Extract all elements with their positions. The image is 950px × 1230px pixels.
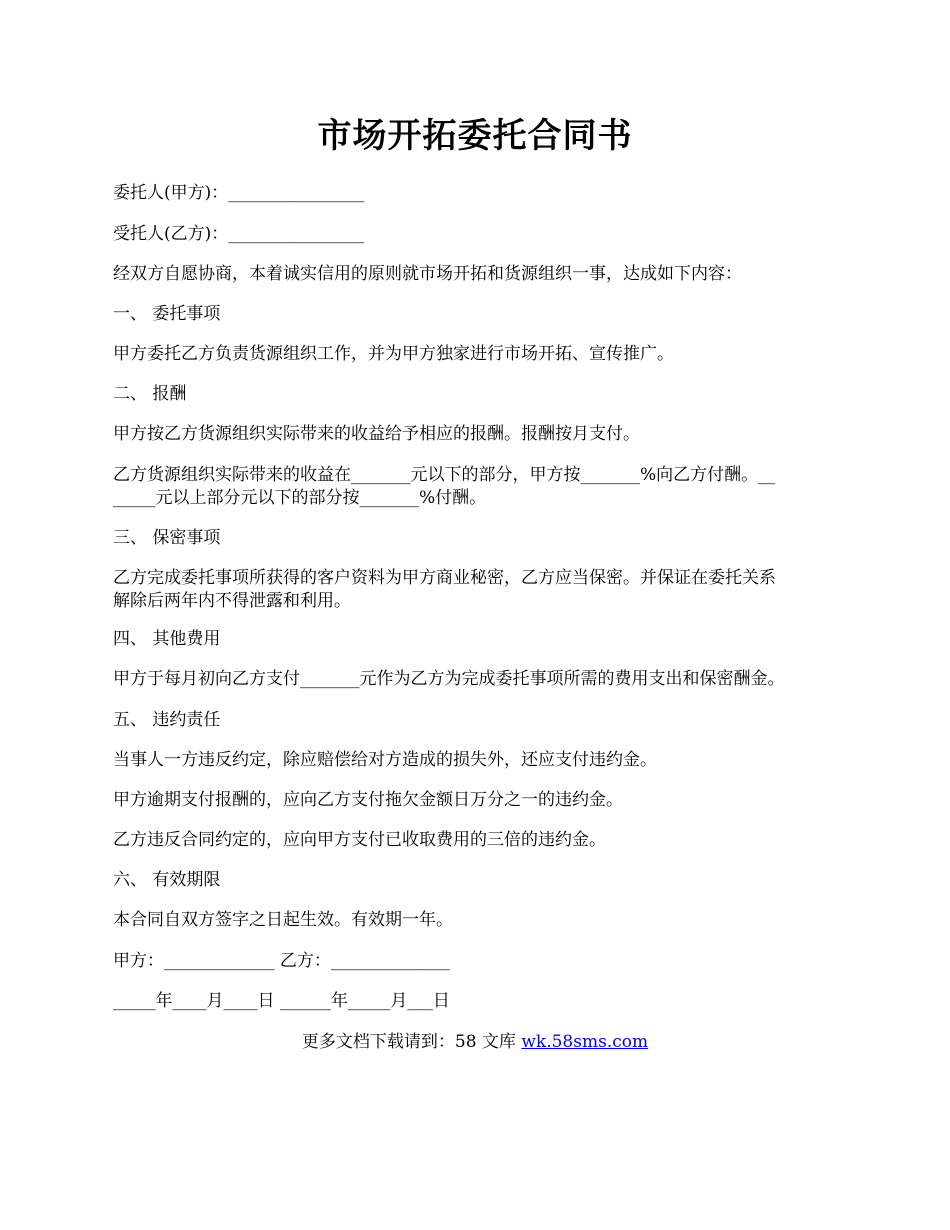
section-heading-6: 六、 有效期限 <box>113 870 221 890</box>
section-paragraph: 甲方委托乙方负责货源组织工作，并为甲方独家进行市场开拓、宣传推广。 <box>113 344 674 364</box>
signature-line: 甲方：_____________ 乙方：______________ <box>113 951 450 971</box>
section-paragraph: 乙方违反合同约定的，应向甲方支付已收取费用的三倍的违约金。 <box>113 830 606 850</box>
section-heading-3: 三、 保密事项 <box>113 528 221 548</box>
section-heading-5: 五、 违约责任 <box>113 710 221 730</box>
party-a-line: 委托人(甲方)：________________ <box>113 183 365 203</box>
date-line: _____年____月____日 ______年_____月___日 <box>113 991 450 1011</box>
section-heading-1: 一、 委托事项 <box>113 304 221 324</box>
section-paragraph: 当事人一方违反约定，除应赔偿给对方造成的损失外，还应支付违约金。 <box>113 750 657 770</box>
section-paragraph: 乙方完成委托事项所获得的客户资料为甲方商业秘密，乙方应当保密。并保证在委托关系 <box>113 568 776 588</box>
section-heading-2: 二、 报酬 <box>113 384 187 404</box>
section-paragraph-continued: 解除后两年内不得泄露和利用。 <box>113 591 351 611</box>
footer-text: 更多文档下载请到：58 文库 <box>301 1032 522 1052</box>
footer <box>0 1030 950 1054</box>
party-b-line: 受托人(乙方)：________________ <box>113 224 365 244</box>
document-title: 市场开拓委托合同书 <box>317 116 633 156</box>
section-paragraph: 甲方逾期支付报酬的，应向乙方支付拖欠金额日万分之一的违约金。 <box>113 790 623 810</box>
footer-link[interactable]: wk.58sms.com <box>521 1032 649 1052</box>
intro-paragraph: 经双方自愿协商，本着诚实信用的原则就市场开拓和货源组织一事，达成如下内容： <box>113 264 742 284</box>
section-heading-4: 四、 其他费用 <box>113 629 221 649</box>
section-paragraph: 甲方于每月初向乙方支付_______元作为乙方为完成委托事项所需的费用支出和保密酬金。 <box>113 669 785 689</box>
section-paragraph-continued: _____元以上部分元以下的部分按_______%付酬。 <box>113 488 487 508</box>
section-paragraph: 乙方货源组织实际带来的收益在_______元以下的部分，甲方按_______%向乙方付酬。__ <box>113 465 776 485</box>
section-paragraph: 本合同自双方签字之日起生效。有效期一年。 <box>113 910 453 930</box>
section-paragraph: 甲方按乙方货源组织实际带来的收益给予相应的报酬。报酬按月支付。 <box>113 424 640 444</box>
